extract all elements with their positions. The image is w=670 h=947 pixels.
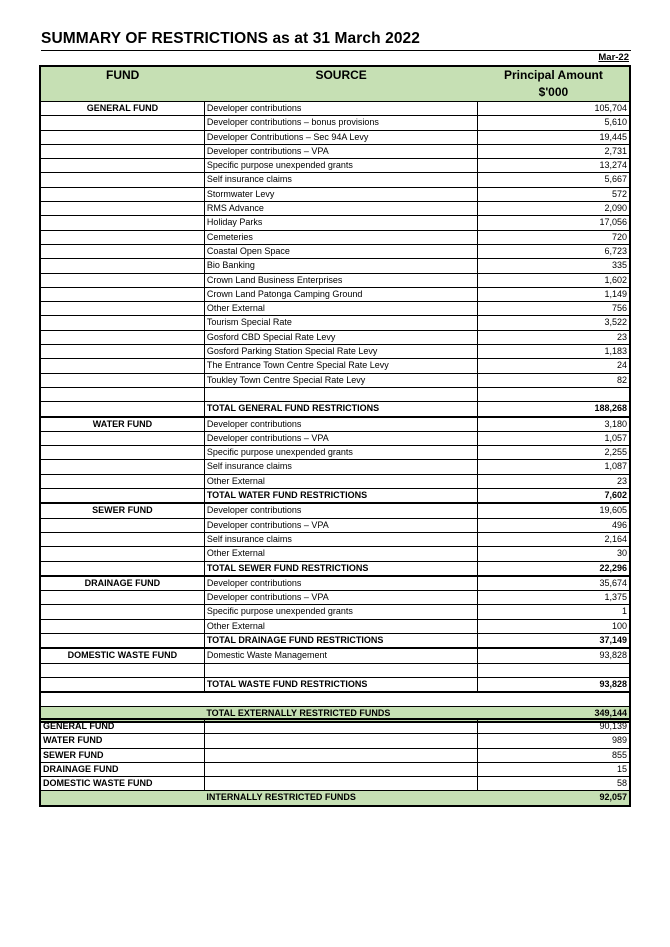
amount-cell: 1,183: [478, 345, 630, 359]
table-row: [40, 474, 630, 488]
internal-fund-label: DRAINAGE FUND: [40, 762, 204, 776]
title-underline: [41, 50, 631, 51]
table-row: [40, 460, 630, 474]
amount-cell: 2,731: [478, 144, 630, 158]
total-amount: 22,296: [478, 561, 630, 576]
amount-cell: 24: [478, 359, 630, 373]
amount-cell: 3,522: [478, 316, 630, 330]
amount-cell: 496: [478, 518, 630, 532]
source-cell: Other External: [204, 302, 478, 316]
table-row: [40, 102, 630, 116]
blank-row: [40, 663, 630, 677]
table-row: [40, 719, 630, 734]
source-cell: Tourism Special Rate: [204, 316, 478, 330]
table-row: [40, 216, 630, 230]
source-cell: Developer contributions – VPA: [204, 591, 478, 605]
amount-cell: 105,704: [478, 102, 630, 116]
amount-header: Principal Amount: [478, 66, 630, 83]
fund-label: DOMESTIC WASTE FUND: [40, 648, 204, 663]
source-cell: Other External: [204, 619, 478, 633]
amount-cell: 3,180: [478, 417, 630, 432]
total-amount: 93,828: [478, 677, 630, 692]
source-cell: RMS Advance: [204, 202, 478, 216]
amount-cell: 6,723: [478, 244, 630, 258]
table-row: [40, 648, 630, 663]
source-cell: Coastal Open Space: [204, 244, 478, 258]
amount-cell: 23: [478, 330, 630, 344]
table-row: [40, 762, 630, 776]
table-row: [40, 532, 630, 546]
source-cell: Other External: [204, 474, 478, 488]
table-row: [40, 187, 630, 201]
amount-cell: 5,667: [478, 173, 630, 187]
table-row: [40, 116, 630, 130]
internal-amount: 989: [478, 734, 630, 748]
table-row: [40, 373, 630, 387]
table-row: [40, 144, 630, 158]
fund-label: GENERAL FUND: [40, 102, 204, 116]
source-cell: Other External: [204, 547, 478, 561]
source-cell: Gosford Parking Station Special Rate Levy: [204, 345, 478, 359]
table-row: [40, 431, 630, 445]
amount-unit-header: $'000: [478, 83, 630, 102]
table-row: [40, 345, 630, 359]
external-total-amount: 349,144: [478, 707, 630, 722]
table-row: [40, 287, 630, 301]
total-label: TOTAL DRAINAGE FUND RESTRICTIONS: [204, 633, 478, 648]
source-cell: Developer contributions – bonus provisions: [204, 116, 478, 130]
table-row: [40, 518, 630, 532]
amount-cell: 1,057: [478, 431, 630, 445]
external-restrictions-table: [39, 65, 631, 723]
total-label: TOTAL GENERAL FUND RESTRICTIONS: [204, 402, 478, 417]
source-cell: Specific purpose unexpended grants: [204, 446, 478, 460]
table-row: [40, 605, 630, 619]
source-cell: Self insurance claims: [204, 173, 478, 187]
source-cell: Holiday Parks: [204, 216, 478, 230]
internal-total-row: [40, 791, 630, 806]
amount-cell: 100: [478, 619, 630, 633]
source-cell: Self insurance claims: [204, 460, 478, 474]
total-label: TOTAL WASTE FUND RESTRICTIONS: [204, 677, 478, 692]
internal-total-label: INTERNALLY RESTRICTED FUNDS: [204, 791, 478, 806]
fund-label: SEWER FUND: [40, 503, 204, 518]
amount-cell: 2,090: [478, 202, 630, 216]
blank-row: [40, 692, 630, 707]
total-row: [40, 633, 630, 648]
table-row: [40, 316, 630, 330]
table-row: [40, 202, 630, 216]
header-row: [40, 66, 630, 83]
internal-amount: 90,139: [478, 719, 630, 734]
amount-cell: 35,674: [478, 576, 630, 591]
source-cell: Developer contributions: [204, 503, 478, 518]
amount-cell: 19,445: [478, 130, 630, 144]
source-cell: Developer contributions – VPA: [204, 518, 478, 532]
source-cell: Gosford CBD Special Rate Levy: [204, 330, 478, 344]
source-cell: Bio Banking: [204, 259, 478, 273]
amount-cell: 13,274: [478, 159, 630, 173]
total-amount: 7,602: [478, 489, 630, 504]
source-cell: Developer contributions – VPA: [204, 431, 478, 445]
source-cell: Crown Land Patonga Camping Ground: [204, 287, 478, 301]
table-row: [40, 130, 630, 144]
internal-fund-label: SEWER FUND: [40, 748, 204, 762]
table-row: [40, 576, 630, 591]
amount-cell: 720: [478, 230, 630, 244]
total-amount: 37,149: [478, 633, 630, 648]
source-cell: The Entrance Town Centre Special Rate Levy: [204, 359, 478, 373]
amount-cell: 23: [478, 474, 630, 488]
table-row: [40, 244, 630, 258]
source-cell: Developer Contributions – Sec 94A Levy: [204, 130, 478, 144]
total-label: TOTAL WATER FUND RESTRICTIONS: [204, 489, 478, 504]
amount-cell: 335: [478, 259, 630, 273]
amount-cell: 1,602: [478, 273, 630, 287]
internal-restrictions-table: [39, 718, 631, 807]
source-cell: Crown Land Business Enterprises: [204, 273, 478, 287]
table-row: [40, 230, 630, 244]
source-cell: Developer contributions: [204, 576, 478, 591]
source-cell: Developer contributions: [204, 417, 478, 432]
source-cell: Developer contributions – VPA: [204, 144, 478, 158]
source-cell: Specific purpose unexpended grants: [204, 605, 478, 619]
amount-cell: 82: [478, 373, 630, 387]
amount-cell: 19,605: [478, 503, 630, 518]
internal-amount: 58: [478, 777, 630, 791]
amount-cell: 1: [478, 605, 630, 619]
amount-cell: 572: [478, 187, 630, 201]
amount-cell: 93,828: [478, 648, 630, 663]
source-cell: Toukley Town Centre Special Rate Levy: [204, 373, 478, 387]
source-cell: Domestic Waste Management: [204, 648, 478, 663]
table-row: [40, 173, 630, 187]
total-row: [40, 402, 630, 417]
table-row: [40, 302, 630, 316]
total-amount: 188,268: [478, 402, 630, 417]
internal-amount: 15: [478, 762, 630, 776]
total-row: [40, 677, 630, 692]
blank-row: [40, 387, 630, 401]
table-row: [40, 547, 630, 561]
amount-cell: 2,164: [478, 532, 630, 546]
table-row: [40, 259, 630, 273]
table-row: [40, 359, 630, 373]
header-row-2: [40, 83, 630, 102]
amount-cell: 17,056: [478, 216, 630, 230]
amount-cell: 30: [478, 547, 630, 561]
internal-fund-label: GENERAL FUND: [40, 719, 204, 734]
internal-fund-label: DOMESTIC WASTE FUND: [40, 777, 204, 791]
fund-label: WATER FUND: [40, 417, 204, 432]
amount-cell: 1,149: [478, 287, 630, 301]
table-row: [40, 619, 630, 633]
source-cell: Cemeteries: [204, 230, 478, 244]
page-title: SUMMARY OF RESTRICTIONS as at 31 March 2022: [41, 30, 420, 47]
source-cell: Specific purpose unexpended grants: [204, 159, 478, 173]
external-total-label: TOTAL EXTERNALLY RESTRICTED FUNDS: [204, 707, 478, 722]
table-row: [40, 273, 630, 287]
table-row: [40, 330, 630, 344]
source-cell: Stormwater Levy: [204, 187, 478, 201]
fund-header: FUND: [40, 66, 204, 83]
table-row: [40, 777, 630, 791]
fund-label: DRAINAGE FUND: [40, 576, 204, 591]
source-header: SOURCE: [204, 66, 478, 83]
table-row: [40, 503, 630, 518]
table-row: [40, 591, 630, 605]
table-row: [40, 734, 630, 748]
amount-cell: 1,087: [478, 460, 630, 474]
amount-cell: 1,375: [478, 591, 630, 605]
internal-total-amount: 92,057: [478, 791, 630, 806]
internal-fund-label: WATER FUND: [40, 734, 204, 748]
amount-cell: 756: [478, 302, 630, 316]
total-row: [40, 561, 630, 576]
amount-cell: 2,255: [478, 446, 630, 460]
source-cell: Developer contributions: [204, 102, 478, 116]
table-row: [40, 159, 630, 173]
amount-cell: 5,610: [478, 116, 630, 130]
source-cell: Self insurance claims: [204, 532, 478, 546]
total-label: TOTAL SEWER FUND RESTRICTIONS: [204, 561, 478, 576]
table-row: [40, 748, 630, 762]
table-row: [40, 417, 630, 432]
total-row: [40, 489, 630, 504]
internal-amount: 855: [478, 748, 630, 762]
period-label: Mar-22: [598, 52, 629, 63]
table-row: [40, 446, 630, 460]
